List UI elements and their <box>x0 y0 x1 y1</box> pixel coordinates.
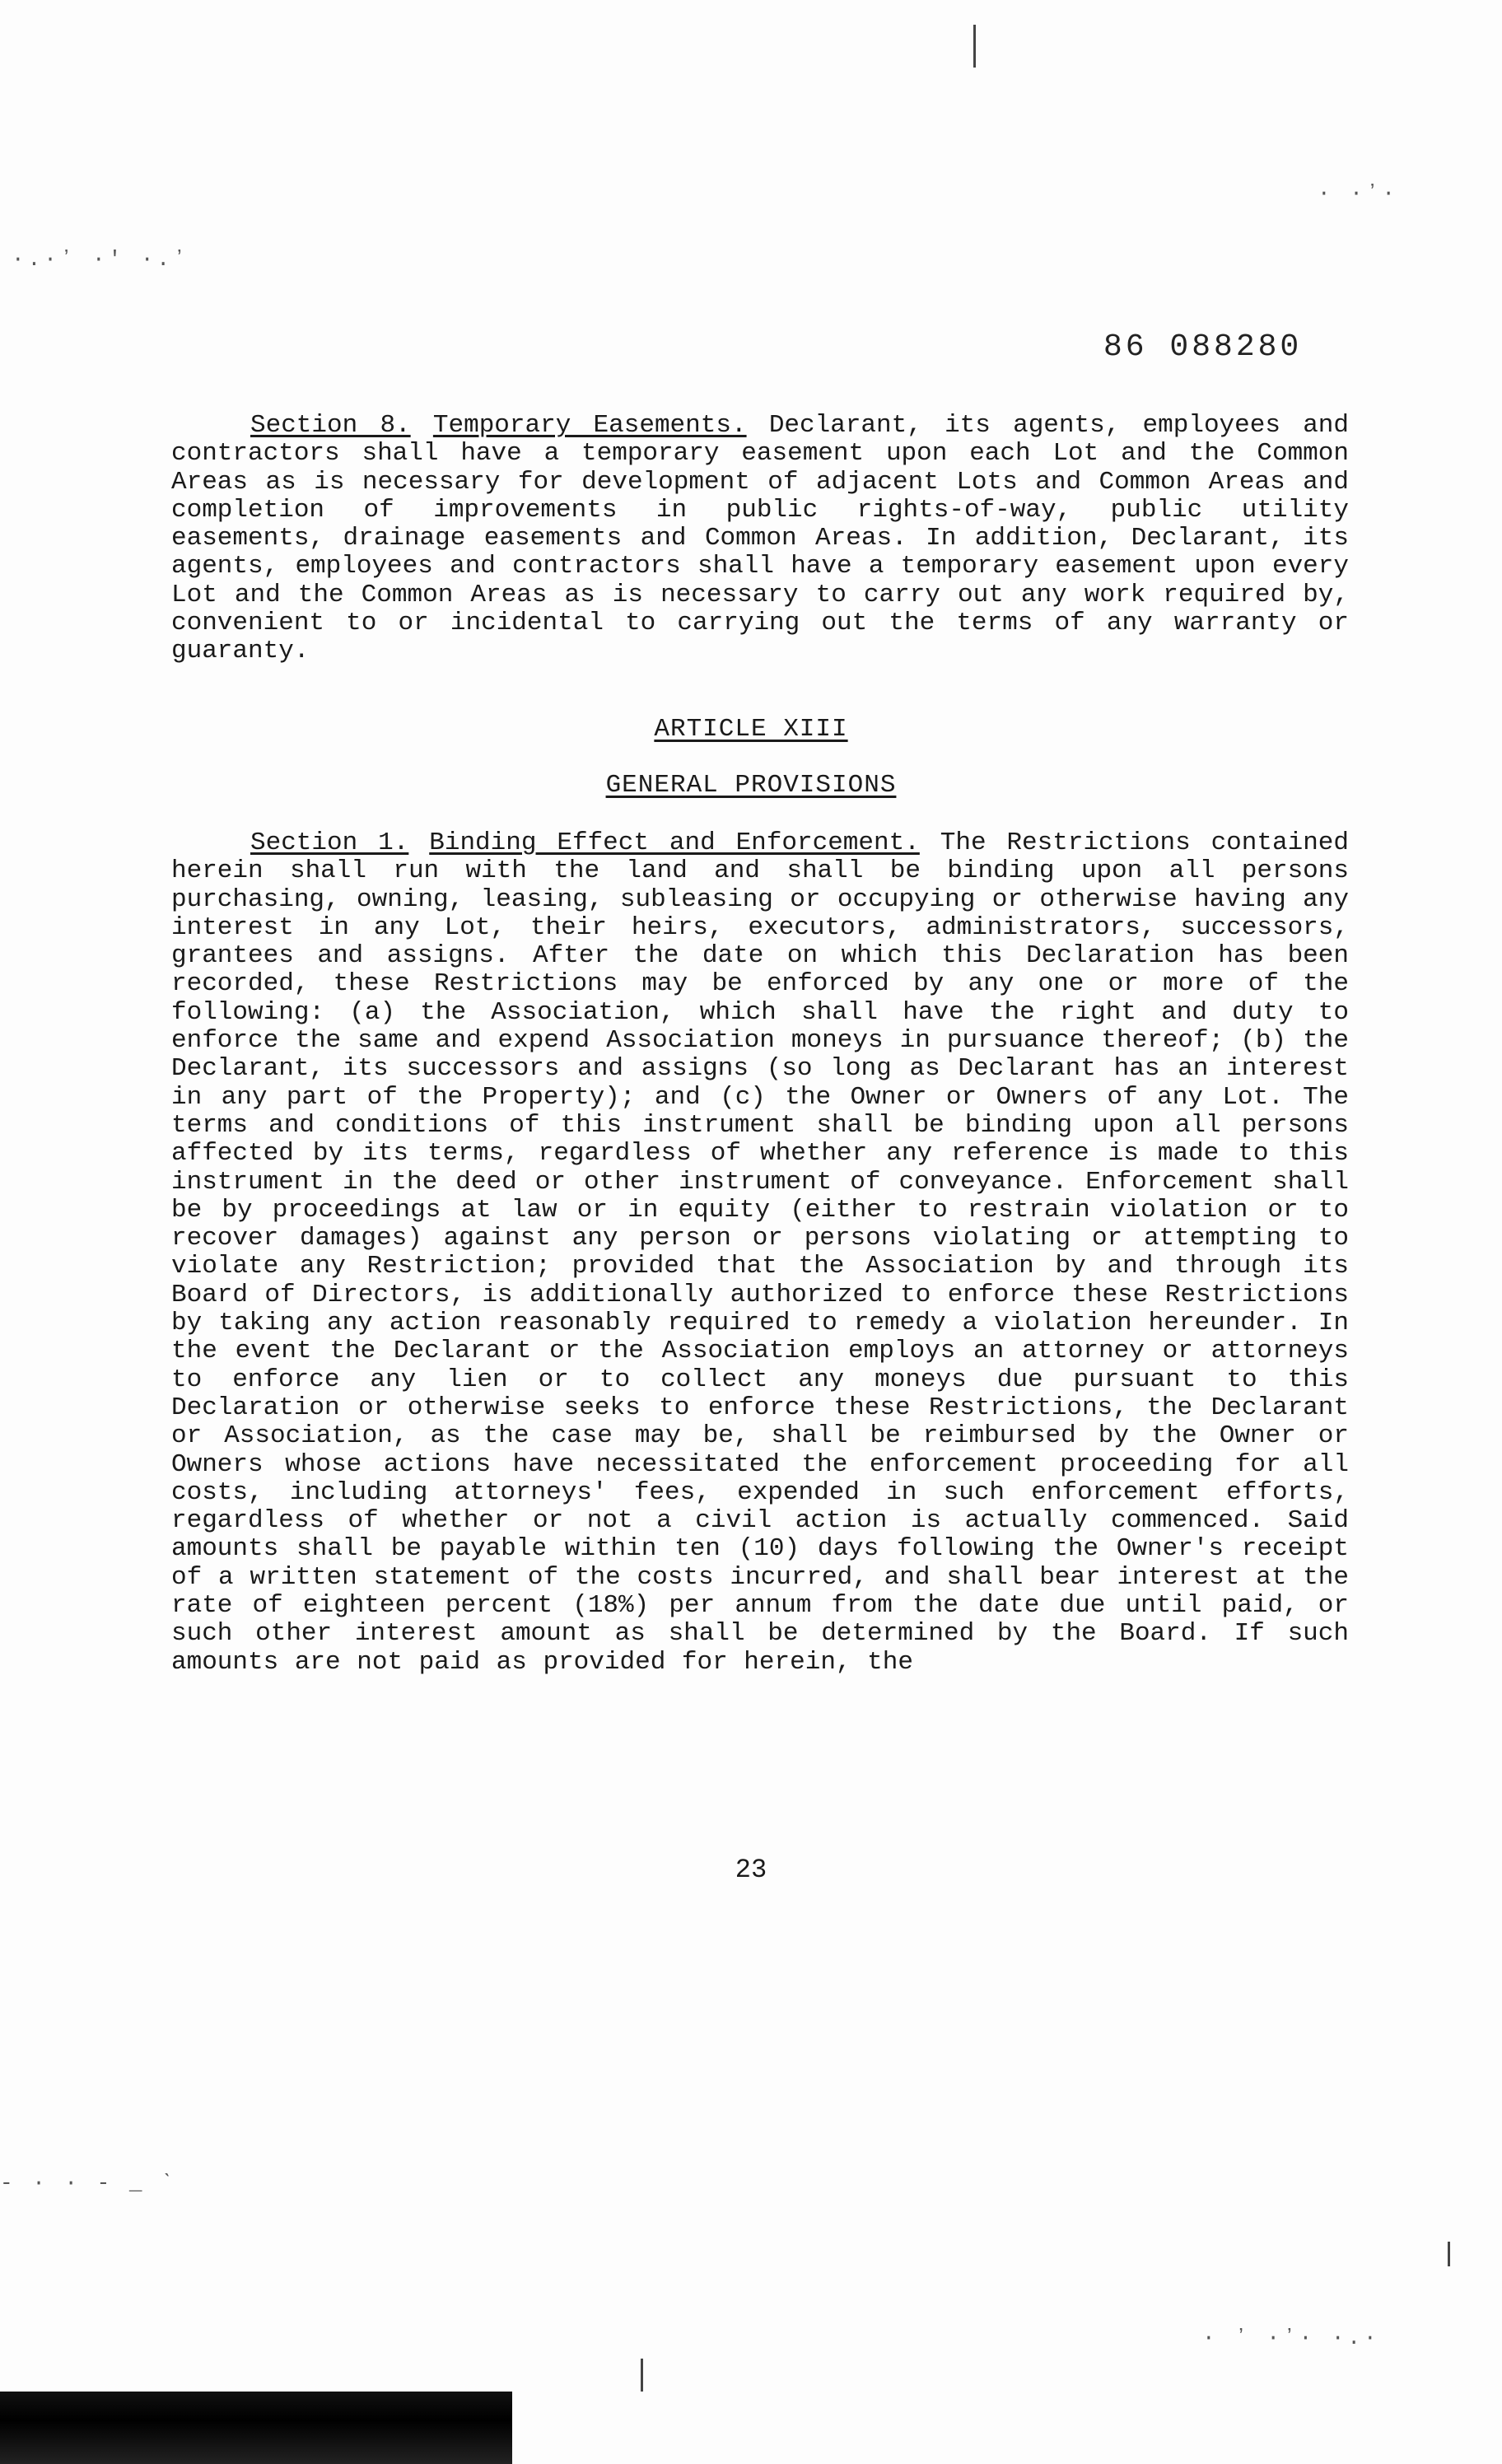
section-1-block <box>171 829 1349 1677</box>
scan-specks-left: ·.·ʼ ·' ·.ʼ <box>12 247 189 272</box>
section-1-title: Binding Effect and Enforcement. <box>429 828 920 857</box>
article-heading: ARTICLE XIII <box>654 715 848 744</box>
scan-mark-top <box>973 25 976 68</box>
section-1-paragraph <box>171 829 1349 1677</box>
scan-mark-right <box>1448 2242 1450 2266</box>
scan-mark-bottom <box>641 2359 643 2392</box>
page-number: 23 <box>735 1855 767 1885</box>
section-8-title: Temporary Easements. <box>432 411 747 440</box>
section-8-label: Section 8. <box>250 411 411 440</box>
section-8-paragraph <box>171 412 1349 666</box>
article-subheading: GENERAL PROVISIONS <box>605 771 897 800</box>
document-number: 86 088280 <box>1103 329 1303 365</box>
section-1-label: Section 1. <box>250 828 409 857</box>
section-1-text: The Restrictions contained herein shall run with the land and shall be binding upon all persons purchasing, owning, leasing, subleasing or occupying or otherwise having any interest in any Lot, their heirs, executors, administrators, successors, grantees and assigns. After the date on which this Declaration has been recorded, these Restrictions may be enforced by any one or more of the following: (a) the Association, which shall have the right and duty to enforce the same and expend Association moneys in pursuance thereof; (b) the Declarant, its successors and assigns (so long as Declarant has an interest in any part of the Property); and (c) the Owner or Owners of any Lot. The terms and conditions of this instrument shall be binding upon all persons affected by its terms, regardless of whether any reference is made to this instrument in the deed or other instrument of conveyance. Enforcement shall be by proceedings at law or in equity (either to restrain violation or to recover damages) against any person or persons violating or attempting to violate any Restriction; provided that the Association by and through its Board of Directors, is additionally authorized to enforce these Restrictions by taking any action reasonably required to remedy a violation hereunder. In the event the Declarant or the Association employs an attorney or attorneys to enforce any lien or to collect any moneys due pursuant to this Declaration or otherwise seeks to enforce these Restrictions, the Declarant or Association, as the case may be, shall be reimbursed by the Owner or Owners whose actions have necessitated the enforcement proceeding for all costs, including attorneys' fees, expended in such enforcement efforts, regardless of whether or not a civil action is actually commenced. Said amounts shall be payable within ten (10) days following the Owner's receipt of a written statement of the costs incurred, and shall bear interest at the rate of eighteen percent (18%) per annum from the date due until paid, or such other interest amount as shall be determined by the Board. If such amounts are not paid as provided for herein, the <box>171 828 1350 1677</box>
scan-black-bar <box>0 2392 512 2464</box>
scan-specks-bottom-right: · ʼ ·ʼ· ·.· <box>1202 2326 1380 2350</box>
section-8-block <box>171 412 1349 666</box>
section-8-text: Declarant, its agents, employees and contractors shall have a temporary easement upon each Lot and the Common Areas as is necessary for development of adjacent Lots and Common Areas and completion of improvements in public rights-of-way, public utility easements, drainage easements and Common Areas. In addition, Declarant, its agents, employees and contractors shall have a temporary easement upon every Lot and the Common Areas as is necessary to carry out any work required by, convenient to or incidental to carrying out the terms of any warranty or guaranty. <box>171 411 1350 666</box>
scan-specks-right: · ·ʼ· <box>1318 181 1399 206</box>
scan-specks-bottom-left: - · · - _ ˋ <box>0 2171 178 2196</box>
